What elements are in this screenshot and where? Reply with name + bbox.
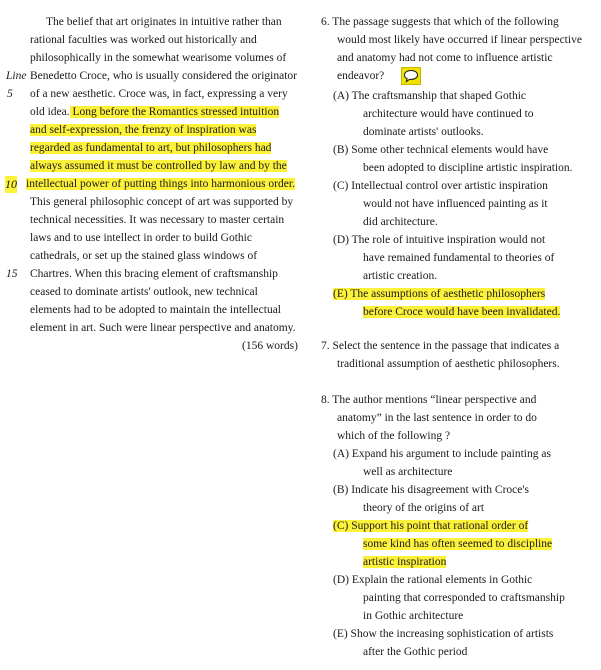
highlighted-text: regarded as fundamental to art, but philosophers had [30,142,272,154]
line-text: have remained fundamental to theories of [363,252,555,264]
q6-option-d-3[interactable] [363,268,437,285]
line-text: dominate artists' outlooks. [363,126,484,138]
passage-line-4 [30,68,297,85]
line-number-label: Line [6,70,27,82]
q8-option-b-2[interactable] [363,500,484,517]
highlighted-text: always assumed it must be controlled by law and by the [30,160,287,172]
q6-stem-3 [337,50,553,67]
q6-option-b-1[interactable] [333,142,548,159]
q8-stem-2 [337,410,537,427]
passage-line-3 [30,50,286,67]
q8-option-e-2[interactable] [363,644,467,661]
line-text: traditional assumption of aesthetic philosophers. [337,358,560,370]
q6-option-d-1[interactable] [333,232,545,249]
passage-line-18 [30,320,296,337]
q6-option-e-2[interactable] [363,304,560,321]
passage-line-5 [30,86,288,103]
passage-line-6 [30,104,279,121]
highlighted-text: before Croce would have been invalidated. [363,306,561,318]
q6-option-c-2[interactable] [363,196,548,213]
line-text: (B) Indicate his disagreement with Croce's [333,484,529,496]
line-text: and anatomy had not come to influence artistic [337,52,553,64]
q6-option-b-2[interactable] [363,160,573,177]
passage-line-12 [30,212,284,229]
passage-line-16 [30,284,258,301]
line-text: ceased to dominate artists' outlook, new technical [30,286,258,298]
q8-option-e-1[interactable] [333,626,553,643]
line-text: Chartres. When this bracing element of craftsmanship [30,268,278,280]
line-number-15: 15 [6,268,18,280]
q6-stem-2 [337,32,582,49]
q7-stem-1 [321,338,559,355]
q8-option-c-2[interactable] [363,536,552,553]
line-text: philosophically in the somewhat wearisome volumes of [30,52,287,64]
line-number-10: 10 [5,177,17,191]
q8-stem-1 [321,392,536,409]
line-text: artistic creation. [363,270,438,282]
q8-option-a-1[interactable] [333,446,551,463]
highlighted-text: and self-expression, the frenzy of inspiration was [30,124,257,136]
line-text: 8. The author mentions “linear perspective and [321,394,537,406]
q8-stem-3 [337,428,450,445]
line-text: elements had to be adopted to maintain the intellectual [30,304,282,316]
line-text: laws and to use intellect in order to build Gothic [30,232,252,244]
line-text: 6. The passage suggests that which of the following [321,16,559,28]
q6-stem-1 [321,14,559,31]
q6-option-a-3[interactable] [363,124,484,141]
q8-option-b-1[interactable] [333,482,529,499]
highlighted-text: Long before the Romantics stressed intuition [69,106,280,118]
q6-option-d-2[interactable] [363,250,554,267]
q7-stem-2 [337,356,560,373]
comment-icon[interactable] [401,67,421,85]
q8-option-c-1[interactable] [333,518,528,535]
passage-line-8 [30,140,271,157]
line-text: (D) Explain the rational elements in Gothic [333,574,533,586]
line-text: (A) The craftsmanship that shaped Gothic [333,90,526,102]
line-text: of a new aesthetic. Croce was, in fact, expressing a very [30,88,288,100]
line-text: been adopted to discipline artistic inspiration. [363,162,573,174]
highlighted-text: (E) The assumptions of aesthetic philosophers [333,288,546,300]
q6-option-a-1[interactable] [333,88,526,105]
line-text: (D) The role of intuitive inspiration would not [333,234,546,246]
line-text: after the Gothic period [363,646,468,658]
line-number-5: 5 [7,88,13,100]
passage-line-9 [30,158,287,175]
highlighted-text: (C) Support his point that rational order of [333,520,529,532]
q6-option-e-1[interactable] [333,286,545,303]
line-text: theory of the origins of art [363,502,485,514]
passage-line-1 [46,14,282,31]
line-text: did architecture. [363,216,438,228]
line-text: well as architecture [363,466,453,478]
passage-line-14 [30,248,257,265]
q8-option-d-3[interactable] [363,608,463,625]
line-text: (C) Intellectual control over artistic inspiration [333,180,548,192]
passage-line-10 [26,176,295,193]
passage-line-17 [30,302,281,319]
passage-line-2 [30,32,257,49]
line-text: (E) Show the increasing sophistication of artists [333,628,554,640]
line-text: Benedetto Croce, who is usually considered the originator [30,70,297,82]
line-text: would most likely have occurred if linear perspective [337,34,582,46]
line-text: endeavor? [337,70,385,82]
q6-option-c-1[interactable] [333,178,548,195]
q8-option-a-2[interactable] [363,464,452,481]
line-text: 7. Select the sentence in the passage that indicates a [321,340,560,352]
line-text: architecture would have continued to [363,108,534,120]
line-text: This general philosophic concept of art was supported by [30,196,294,208]
line-text: which of the following ? [337,430,451,442]
line-text: old idea. [30,106,70,118]
line-text: anatomy” in the last sentence in order to do [337,412,537,424]
q8-option-c-3[interactable] [363,554,446,571]
passage-line-13 [30,230,252,247]
passage-line-11 [30,194,293,211]
word-count: (156 words) [242,340,298,352]
line-text: painting that corresponded to craftsmanship [363,592,565,604]
highlighted-text: some kind has often seemed to discipline [363,538,553,550]
q6-stem-4 [337,68,384,85]
line-text: element in art. Such were linear perspective and anatomy. [30,322,296,334]
q8-option-d-1[interactable] [333,572,532,589]
highlighted-text: intellectual power of putting things into harmonious order. [26,178,295,190]
line-text: would not have influenced painting as it [363,198,548,210]
q6-option-a-2[interactable] [363,106,534,123]
passage-line-15 [30,266,278,283]
line-text: technical necessities. It was necessary to master certain [30,214,285,226]
line-text: in Gothic architecture [363,610,464,622]
line-text: cathedrals, or set up the stained glass windows of [30,250,258,262]
q8-option-d-2[interactable] [363,590,565,607]
passage-line-7 [30,122,256,139]
highlighted-text: artistic inspiration [363,556,447,568]
line-text: (A) Expand his argument to include painting as [333,448,551,460]
line-text: rational faculties was worked out historically and [30,34,257,46]
line-text: (B) Some other technical elements would have [333,144,549,156]
line-text: The belief that art originates in intuitive rather than [46,16,282,28]
q6-option-c-3[interactable] [363,214,438,231]
